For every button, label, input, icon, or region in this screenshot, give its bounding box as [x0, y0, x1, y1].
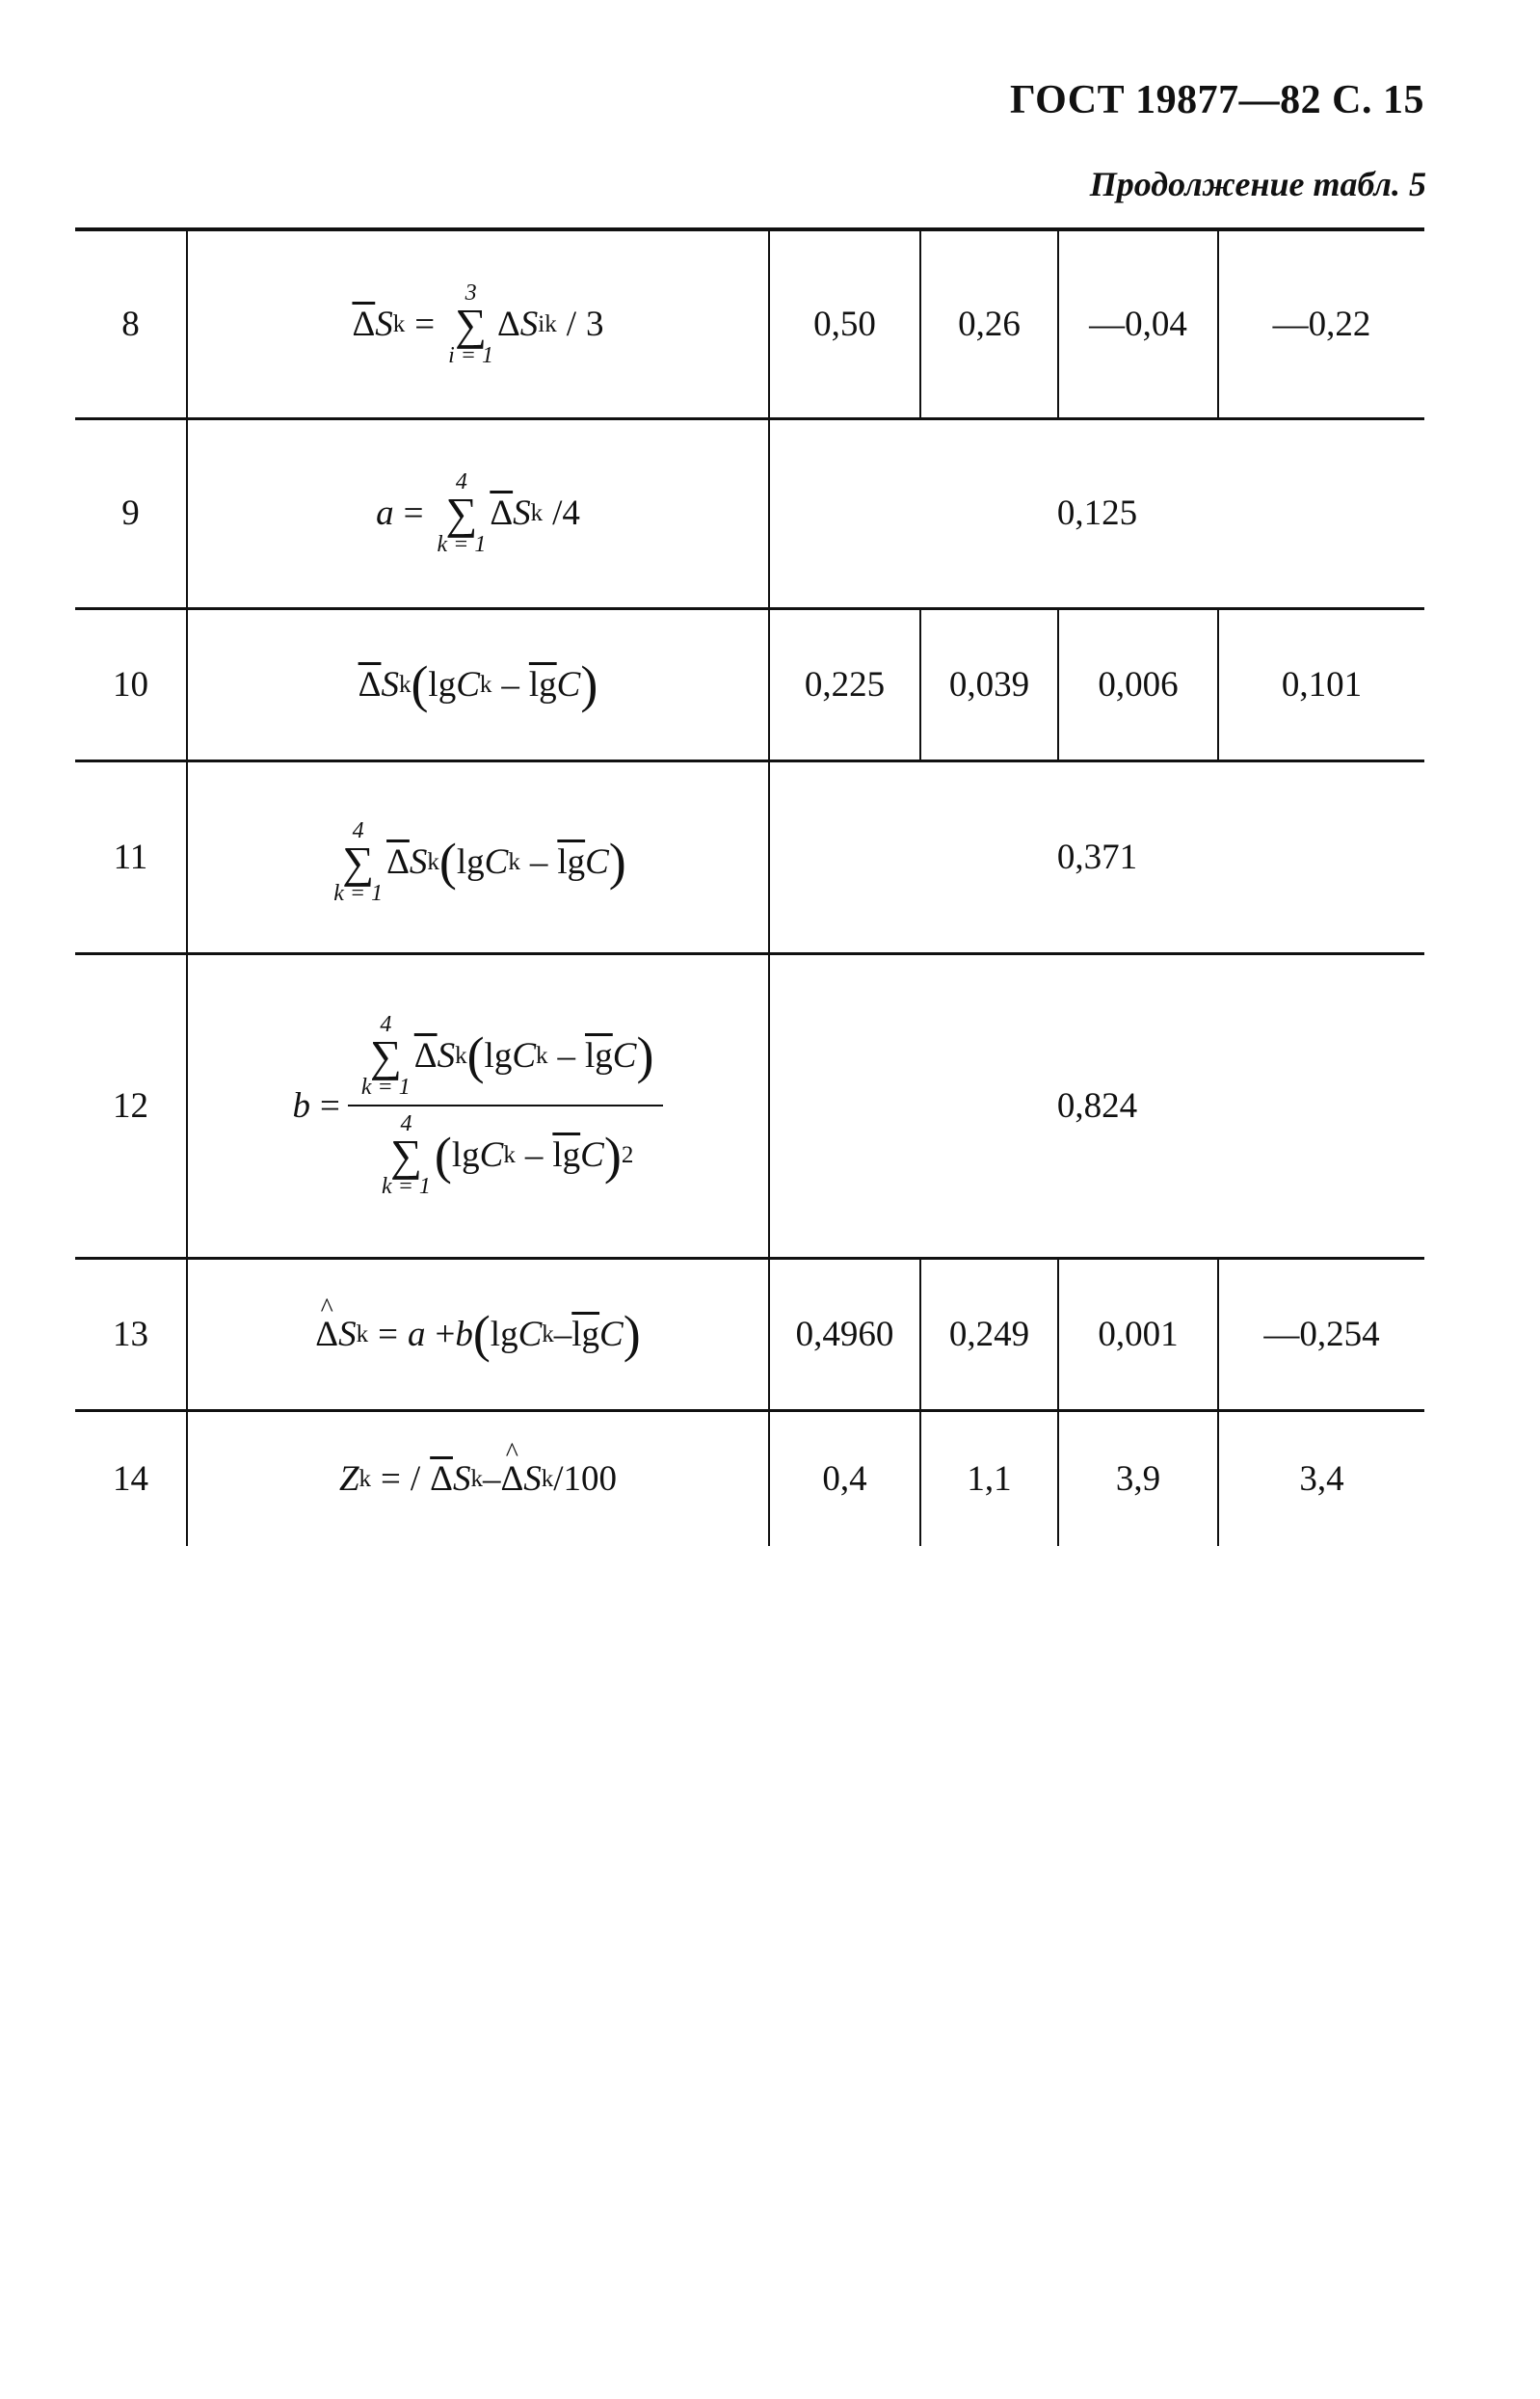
- value-cell: 0,125: [769, 418, 1424, 608]
- row-number: 12: [75, 953, 187, 1258]
- sum-operator: 4 ∑ k = 1: [437, 468, 487, 558]
- value-cell: 0,039: [920, 608, 1058, 760]
- row-number: 9: [75, 418, 187, 608]
- row-number: 11: [75, 760, 187, 953]
- formula-mean-delta-s: $\overline{\Delta}$ S k = 3 ∑ i = 1 Δ S ik / 3: [352, 280, 604, 368]
- value-cell: 0,26: [920, 229, 1058, 418]
- formula-cell: [187, 1258, 769, 1410]
- formula-b: b = 4 ∑ k = 1 $\overline{\Delta}$ S k ( lg C k – $\overline{lg}$ C ) 4 ∑ k = 1 ( lg C k – $\overline{lg}$ C ) 2: [293, 1013, 664, 1199]
- value-cell: 3,4: [1218, 1410, 1424, 1546]
- value-cell: 0,249: [920, 1258, 1058, 1410]
- formula-a: a = 4 ∑ k = 1 $\overline{\Delta}$ S k / 4: [376, 468, 580, 558]
- value-cell: 0,4960: [769, 1258, 920, 1410]
- fraction: [348, 1013, 664, 1199]
- formula-estimate: ^ Δ S k = a + b ( lg C k – $\overline{lg}$ C ): [315, 1308, 640, 1360]
- formula-cell: [187, 608, 769, 760]
- row-number: 10: [75, 608, 187, 760]
- value-cell: 0,824: [769, 953, 1424, 1258]
- value-cell: 0,225: [769, 608, 920, 760]
- row-number: 8: [75, 229, 187, 418]
- value-cell: 0,001: [1058, 1258, 1218, 1410]
- formula-cell: [187, 418, 769, 608]
- fraction-numerator: 4 ∑ k = 1 $\overline{\Delta}$ S k ( lg C k – $\overline{lg}$ C ): [348, 1013, 664, 1106]
- table-row: [75, 608, 1424, 760]
- fraction-denominator: 4 ∑ k = 1 ( lg C k – $\overline{lg}$ C ) 2: [382, 1111, 634, 1200]
- value-cell: 0,50: [769, 229, 920, 418]
- sum-operator: 3 ∑ i = 1: [448, 280, 493, 368]
- value-cell: 0,371: [769, 760, 1424, 953]
- value-cell: 3,9: [1058, 1410, 1218, 1546]
- value-cell: 0,4: [769, 1410, 920, 1546]
- table-row: [75, 1410, 1424, 1546]
- value-cell: —0,254: [1218, 1258, 1424, 1410]
- row-number: 14: [75, 1410, 187, 1546]
- value-cell: —0,22: [1218, 229, 1424, 418]
- formula-z: Z k = / $\overline{\Delta}$ S k – ^ Δ S k / 100: [339, 1461, 617, 1497]
- value-cell: 1,1: [920, 1410, 1058, 1546]
- table-continuation-caption: Продолжение табл. 5: [1089, 165, 1426, 203]
- formula-sum-product: 4 ∑ k = 1 $\overline{\Delta}$ S k ( lg C k – $\overline{lg}$ C ): [333, 817, 626, 907]
- row-number: 13: [75, 1258, 187, 1410]
- table-row: [75, 418, 1424, 608]
- calculation-table: [75, 227, 1424, 1546]
- page-header: ГОСТ 19877—82 С. 15: [1009, 78, 1424, 122]
- value-cell: 0,101: [1218, 608, 1424, 760]
- value-cell: —0,04: [1058, 229, 1218, 418]
- table-row: [75, 229, 1424, 418]
- formula-cell: [187, 760, 769, 953]
- sum-operator: 4 ∑ k = 1: [333, 817, 384, 907]
- table-row: [75, 760, 1424, 953]
- table-row: [75, 953, 1424, 1258]
- formula-cell: [187, 953, 769, 1258]
- formula-cell: [187, 1410, 769, 1546]
- formula-cell: [187, 229, 769, 418]
- value-cell: 0,006: [1058, 608, 1218, 760]
- table-row: [75, 1258, 1424, 1410]
- formula-product: $\overline{\Delta}$ S k ( lg C k – $\overline{lg}$ C ): [358, 655, 598, 713]
